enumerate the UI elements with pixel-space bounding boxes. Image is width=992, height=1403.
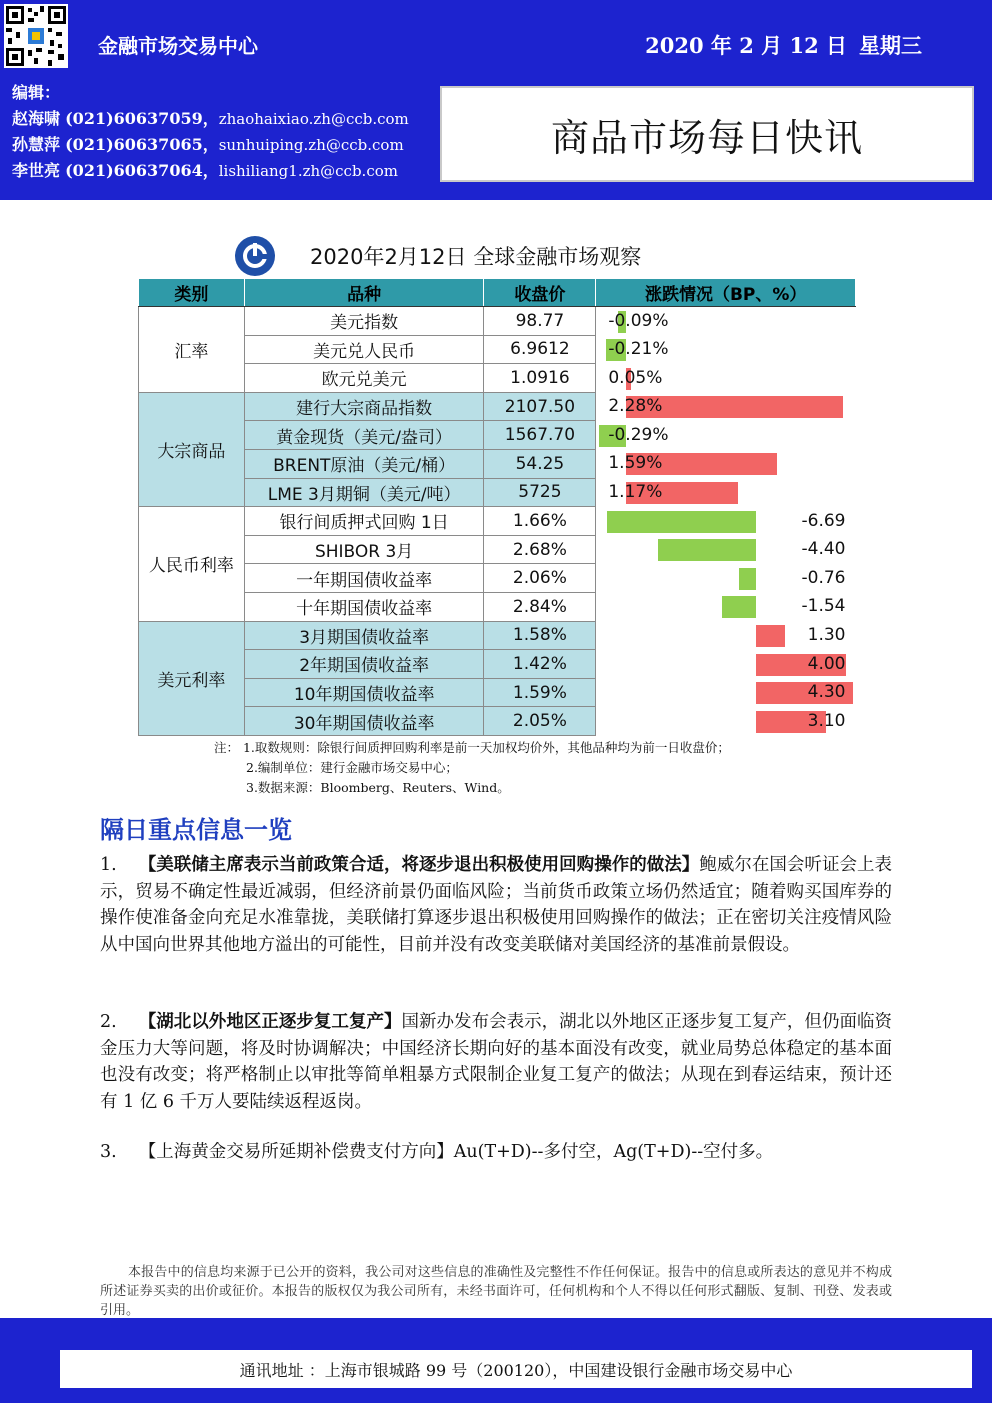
- table-row: [139, 478, 856, 507]
- close-price-cell: 2.05%: [484, 707, 596, 736]
- table-notes: [214, 738, 730, 798]
- product-cell: 一年期国债收益率: [244, 564, 484, 593]
- editor-name: 孙慧萍: [12, 135, 61, 154]
- close-price-cell: 6.9612: [484, 335, 596, 364]
- note-line: 2.编制单位：建行金融市场交易中心；: [246, 760, 458, 775]
- product-cell: 银行间质押式回购 1日: [244, 507, 484, 536]
- change-cell: [596, 421, 856, 450]
- note-line: 注： 1.取数规则：除银行间质押回购利率是前一天加权均价外，其他品种均为前一日收盘价；: [214, 740, 730, 755]
- table-row: [139, 421, 856, 450]
- col-header-change: 涨跌情况（BP、%）: [596, 279, 856, 307]
- product-cell: 3月期国债收益率: [244, 621, 484, 650]
- news-headline: 【湖北以外地区正逐步复工复产】: [138, 1012, 402, 1032]
- change-cell: [596, 335, 856, 364]
- change-cell: [596, 678, 856, 707]
- change-value: 1.17%: [608, 482, 663, 503]
- change-cell: [596, 507, 856, 536]
- col-header-product: 品种: [244, 279, 484, 307]
- table-header-row: [139, 279, 856, 307]
- change-cell: [596, 621, 856, 650]
- close-price-cell: 54.25: [484, 449, 596, 478]
- note-line: 3.数据来源：Bloomberg、Reuters、Wind。: [246, 780, 510, 795]
- positive-change-bar: [756, 625, 785, 647]
- change-value: 1.59%: [608, 453, 663, 474]
- qr-code-icon: [4, 4, 68, 68]
- table-row: [139, 707, 856, 736]
- category-cell: 大宗商品: [139, 392, 245, 506]
- report-title: 商品市场每日快讯: [550, 115, 863, 160]
- news-body: 鲍威尔在国会听证会上表示，贸易不确定性最近减弱，但经济前景仍面临风险；当前货币政策立场仍然适宜；随着购买国库券的操作使准备金向充足水准靠拢，美联储打算逐步退出积极使用回购操作的做法；正在密切关注疫情风险从中国向世界其他地方溢出的可能性，目前并没有改变美联储对美国经济的基准前景假设。: [100, 855, 892, 955]
- news-item: [100, 1009, 892, 1115]
- change-cell: [596, 449, 856, 478]
- close-price-cell: 98.77: [484, 307, 596, 336]
- change-value: 4.30: [807, 682, 846, 703]
- product-cell: 2年期国债收益率: [244, 650, 484, 679]
- product-cell: 欧元兑美元: [244, 364, 484, 393]
- negative-change-bar: [722, 596, 756, 618]
- market-table: [138, 278, 856, 736]
- editor-phone: (021)60637064，: [65, 161, 219, 180]
- editor-name: 赵海啸: [12, 109, 61, 128]
- product-cell: 美元兑人民币: [244, 335, 484, 364]
- change-cell: [596, 364, 856, 393]
- change-value: -0.09%: [608, 311, 669, 331]
- editor-email[interactable]: sunhuiping.zh@ccb.com: [218, 136, 404, 154]
- news-section-title: 隔日重点信息一览: [100, 816, 292, 844]
- ccb-logo-icon: [234, 235, 276, 277]
- change-value: 4.00: [807, 653, 846, 674]
- category-cell: 人民币利率: [139, 507, 245, 621]
- close-price-cell: 2.84%: [484, 592, 596, 621]
- change-value: 0.05%: [608, 367, 663, 388]
- date-text: 2020 年 2 月 12 日: [645, 33, 847, 58]
- news-body: 国新办发布会表示，湖北以外地区正逐步复工复产，但仍面临资金压力大等问题，将及时协调解决；中国经济长期向好的基本面没有改变，就业局势总体稳定的基本面也没有改变；将严格制止以审批等简单粗暴方式限制企业复工复产的做法；从现在到春运结束，预计还有 1 亿 6 千万人要陆续返程返岗。: [100, 1012, 892, 1112]
- table-row: [139, 335, 856, 364]
- news-headline: 【美联储主席表示当前政策合适，将逐步退出积极使用回购操作的做法】: [138, 855, 700, 875]
- news-headline: 【上海黄金交易所延期补偿费支付方向】: [138, 1142, 454, 1162]
- weekday-text: 星期三: [859, 33, 922, 58]
- news-body: Au(T+D)--多付空，Ag(T+D)--空付多。: [453, 1142, 774, 1162]
- change-value: -0.29%: [608, 424, 669, 445]
- change-value: -1.54: [801, 596, 846, 617]
- change-cell: [596, 592, 856, 621]
- table-row: [139, 592, 856, 621]
- table-row: [139, 392, 856, 421]
- change-value: -4.40: [801, 539, 846, 560]
- close-price-cell: 1.42%: [484, 650, 596, 679]
- footer-address: 通讯地址 ：上海市银城路 99 号（200120），中国建设银行金融市场交易中心: [60, 1350, 972, 1388]
- table-row: [139, 364, 856, 393]
- negative-change-bar: [739, 568, 756, 590]
- change-cell: [596, 307, 856, 336]
- product-cell: 建行大宗商品指数: [244, 392, 484, 421]
- report-title-box: [440, 86, 974, 182]
- product-cell: SHIBOR 3月: [244, 535, 484, 564]
- report-header: [0, 0, 992, 200]
- change-cell: [596, 535, 856, 564]
- change-cell: [596, 564, 856, 593]
- change-cell: [596, 650, 856, 679]
- table-row: [139, 307, 856, 336]
- change-value: 1.30: [807, 625, 846, 646]
- change-cell: [596, 707, 856, 736]
- editor-entry: [12, 132, 409, 158]
- editor-email[interactable]: zhaohaixiao.zh@ccb.com: [218, 110, 409, 128]
- table-row: [139, 621, 856, 650]
- negative-change-bar: [607, 511, 757, 533]
- change-value: -0.21%: [608, 339, 669, 360]
- editor-phone: (021)60637059，: [65, 109, 219, 128]
- col-header-close: 收盘价: [484, 279, 596, 307]
- table-title: 2020年2月12日 全球金融市场观察: [310, 245, 642, 269]
- close-price-cell: 1.0916: [484, 364, 596, 393]
- editor-entry: [12, 106, 409, 132]
- change-value: 2.28%: [608, 396, 663, 417]
- change-cell: [596, 392, 856, 421]
- table-row: [139, 507, 856, 536]
- editor-entry: [12, 158, 409, 184]
- close-price-cell: 1.58%: [484, 621, 596, 650]
- product-cell: LME 3月期铜（美元/吨）: [244, 478, 484, 507]
- table-row: [139, 564, 856, 593]
- news-item: [100, 1139, 892, 1166]
- change-value: -6.69: [801, 510, 846, 531]
- change-value: -0.76: [801, 567, 846, 588]
- table-row: [139, 449, 856, 478]
- department-name: 金融市场交易中心: [98, 34, 258, 58]
- editor-email[interactable]: lishiliang1.zh@ccb.com: [218, 162, 398, 180]
- editors-block: [12, 80, 409, 184]
- editor-phone: (021)60637065，: [65, 135, 219, 154]
- close-price-cell: 2107.50: [484, 392, 596, 421]
- editor-name: 李世亮: [12, 161, 61, 180]
- editors-label: 编辑：: [12, 83, 61, 102]
- change-value: 3.10: [807, 710, 846, 731]
- product-cell: 十年期国债收益率: [244, 592, 484, 621]
- close-price-cell: 2.06%: [484, 564, 596, 593]
- close-price-cell: 1567.70: [484, 421, 596, 450]
- close-price-cell: 1.59%: [484, 678, 596, 707]
- report-date: [645, 30, 922, 60]
- product-cell: 10年期国债收益率: [244, 678, 484, 707]
- table-title-row: [234, 232, 694, 280]
- news-number: 1.: [100, 855, 117, 875]
- close-price-cell: 1.66%: [484, 507, 596, 536]
- table-row: [139, 650, 856, 679]
- category-cell: 汇率: [139, 307, 245, 393]
- table-row: [139, 535, 856, 564]
- close-price-cell: 5725: [484, 478, 596, 507]
- negative-change-bar: [658, 539, 757, 561]
- news-item: [100, 852, 892, 958]
- close-price-cell: 2.68%: [484, 535, 596, 564]
- product-cell: BRENT原油（美元/桶）: [244, 449, 484, 478]
- table-row: [139, 678, 856, 707]
- news-number: 3.: [100, 1142, 117, 1162]
- disclaimer: 本报告中的信息均来源于已公开的资料，我公司对这些信息的准确性及完整性不作任何保证。报告中的信息或所表达的意见并不构成所述证券买卖的出价或征价。本报告的版权仅为我公司所有，未经书面许可，任何机构和个人不得以任何形式翻版、复制、刊登、发表或引用。: [100, 1265, 892, 1318]
- product-cell: 黄金现货（美元/盎司）: [244, 421, 484, 450]
- category-cell: 美元利率: [139, 621, 245, 735]
- change-cell: [596, 478, 856, 507]
- news-number: 2.: [100, 1012, 117, 1032]
- product-cell: 30年期国债收益率: [244, 707, 484, 736]
- product-cell: 美元指数: [244, 307, 484, 336]
- col-header-category: 类别: [139, 279, 245, 307]
